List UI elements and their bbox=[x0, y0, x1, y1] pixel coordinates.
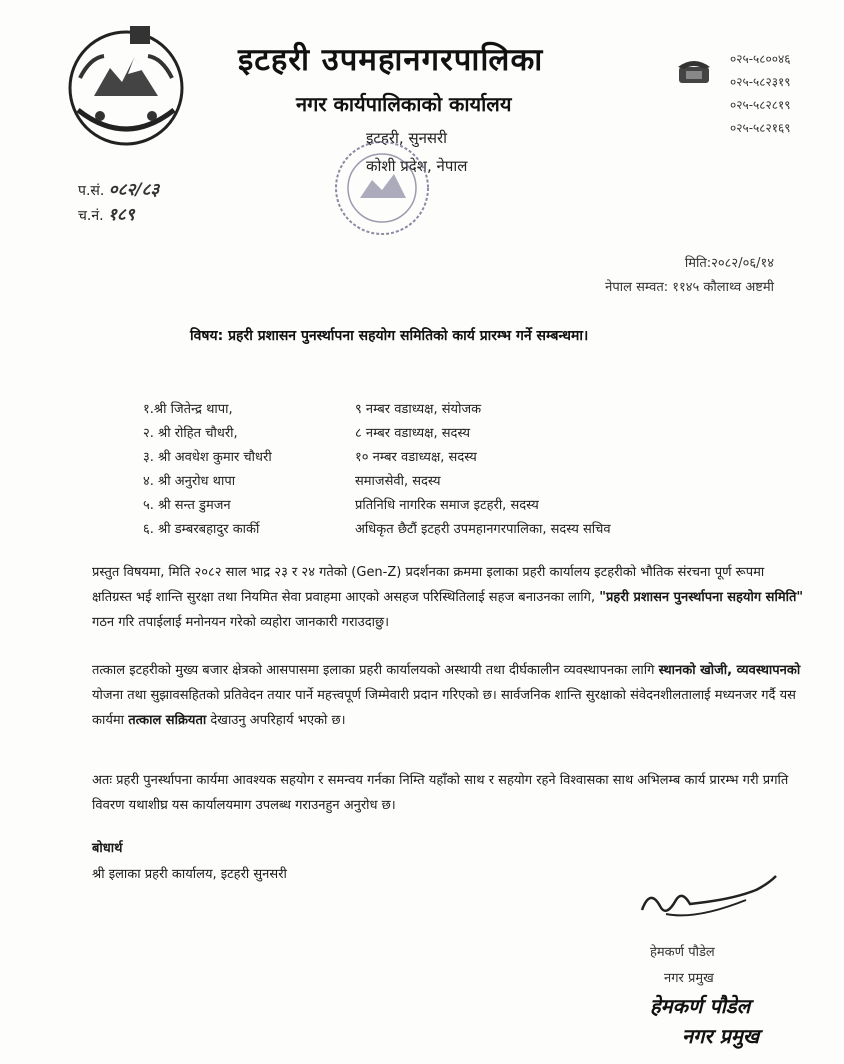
letter-subject: विषय: प्रहरी प्रशासन पुनर्स्थापना सहयोग समितिको कार्य प्रारम्भ गर्ने सम्बन्धमा। bbox=[190, 328, 589, 344]
date-block bbox=[605, 252, 774, 300]
address-line-1: इटहरी, सुनसरी bbox=[366, 129, 448, 147]
office-subtitle: नगर कार्यपालिकाको कार्यालय bbox=[296, 92, 512, 116]
patra-sankhya-label: प.सं. bbox=[78, 183, 105, 199]
member-name: ६. श्री डम्बरबहादुर कार्की bbox=[143, 522, 260, 537]
list-item bbox=[143, 468, 611, 492]
member-role: अधिकृत छैटौं इटहरी उपमहानगरपालिका, सदस्य सचिव bbox=[355, 522, 611, 537]
body-paragraph-3: अतः प्रहरी पुनर्स्थापना कार्यमा आवश्यक सहयोग र समन्वय गर्नका निम्ति यहाँको साथ र सहयोग रहने विश्वासका साथ अभिलम्ब कार्य प्रारम्भ गरी प्रगति विवरण यथाशीघ्र यस कार्यालयमाग उपलब्ध गराउनहुन अनुरोध छ। bbox=[92, 773, 789, 813]
list-item bbox=[143, 420, 611, 444]
member-name: ५. श्री सन्त डुमजन bbox=[143, 498, 231, 513]
member-name: ३. श्री अवधेश कुमार चौधरी bbox=[143, 450, 272, 465]
bodhartha-label: बोधार्थ bbox=[92, 841, 123, 856]
reference-block bbox=[78, 178, 159, 228]
cc-recipient: श्री इलाका प्रहरी कार्यालय, इटहरी सुनसरी bbox=[92, 867, 287, 882]
signer-name: हेमकर्ण पौडेल bbox=[650, 945, 715, 960]
committee-name-emphasis: "प्रहरी प्रशासन पुनर्स्थापना सहयोग समिति" bbox=[599, 590, 804, 605]
signer-title: नगर प्रमुख bbox=[664, 971, 714, 986]
member-role: प्रतिनिधि नागरिक समाज इटहरी, सदस्य bbox=[355, 498, 539, 513]
member-role: ९ नम्बर वडाध्यक्ष, संयोजक bbox=[355, 402, 482, 417]
nepal-emblem-icon bbox=[60, 18, 192, 150]
paragraph-text: गठन गरि तपाईलाई मनोनयन गरेको व्यहोरा जानकारी गराउदाछु। bbox=[92, 615, 390, 630]
member-role: १० नम्बर वडाध्यक्ष, सदस्य bbox=[355, 450, 477, 465]
phone-number: ०२५-५८२३१९ bbox=[730, 75, 791, 89]
member-name: २. श्री रोहित चौधरी, bbox=[143, 426, 238, 441]
committee-member-list bbox=[143, 396, 611, 540]
body-paragraph-2 bbox=[92, 658, 808, 733]
name-stamp: हेमकर्ण पौडेल bbox=[650, 994, 751, 1018]
phone-list bbox=[730, 48, 791, 140]
phone-number: ०२५-५८००४६ bbox=[730, 52, 791, 66]
member-name: १.श्री जितेन्द्र थापा, bbox=[143, 402, 233, 417]
list-item bbox=[143, 516, 611, 540]
phone-number: ०२५-५८२१६९ bbox=[730, 121, 791, 135]
member-role: समाजसेवी, सदस्य bbox=[355, 474, 441, 489]
list-item bbox=[143, 444, 611, 468]
paragraph-text: प्रस्तुत विषयमा, मिति २०८२ साल भाद्र २३ र २४ गतेको (Gen-Z) प्रदर्शनका क्रममा इलाका प्रहरी कार्यालय इटहरीको भौतिक संरचना पूर्ण रूपमा क्षतिग्रस्त भई शान्ति सुरक्षा तथा नियमित सेवा प्रवाहमा आएको असहज परिस्थितिलाई सहज बनाउनका लागि, bbox=[92, 565, 765, 605]
chalani-value: १८९ bbox=[108, 205, 135, 225]
paragraph-text: योजना तथा सुझावसहितको प्रतिवेदन तयार पार्ने महत्त्वपूर्ण जिम्मेवारी प्रदान गरिएको छ। सार्वजनिक शान्ति सुरक्षाको संवेदनशीलतालाई मध्यनजर गर्दै यस कार्यमा bbox=[92, 688, 796, 728]
miti-date: मिति:२०८२/०६/१४ bbox=[684, 256, 774, 271]
phone-number: ०२५-५८२८१९ bbox=[730, 98, 791, 112]
office-stamp-icon bbox=[330, 128, 460, 248]
chalani-label: च.नं. bbox=[78, 208, 104, 224]
title-stamp: नगर प्रमुख bbox=[682, 1024, 760, 1048]
list-item bbox=[143, 492, 611, 516]
handwritten-signature-icon bbox=[636, 870, 786, 930]
list-item bbox=[143, 396, 611, 420]
office-title: इटहरी उपमहानगरपालिका bbox=[238, 42, 544, 78]
member-name: ४. श्री अनुरोध थापा bbox=[143, 474, 236, 489]
telephone-icon bbox=[676, 55, 712, 85]
emphasis-text: स्थानको खोजी, व्यवस्थापनको bbox=[658, 663, 801, 678]
address-line-2: कोशी प्रदेश, नेपाल bbox=[366, 157, 468, 175]
member-role: ८ नम्बर वडाध्यक्ष, सदस्य bbox=[355, 426, 471, 441]
patra-sankhya-value: ०८२/८३ bbox=[108, 180, 160, 200]
emphasis-text: तत्काल सक्रियता bbox=[128, 713, 207, 728]
nepal-sambat-date: नेपाल सम्वत: ११४५ कौलाथ्व अष्टमी bbox=[605, 280, 774, 295]
paragraph-text: तत्काल इटहरीको मुख्य बजार क्षेत्रको आसपासमा इलाका प्रहरी कार्यालयको अस्थायी तथा दीर्घकालीन व्यवस्थापनका लागि bbox=[92, 663, 655, 678]
paragraph-text: देखाउनु अपरिहार्य भएको छ। bbox=[210, 713, 346, 728]
body-paragraph-1 bbox=[92, 560, 808, 635]
